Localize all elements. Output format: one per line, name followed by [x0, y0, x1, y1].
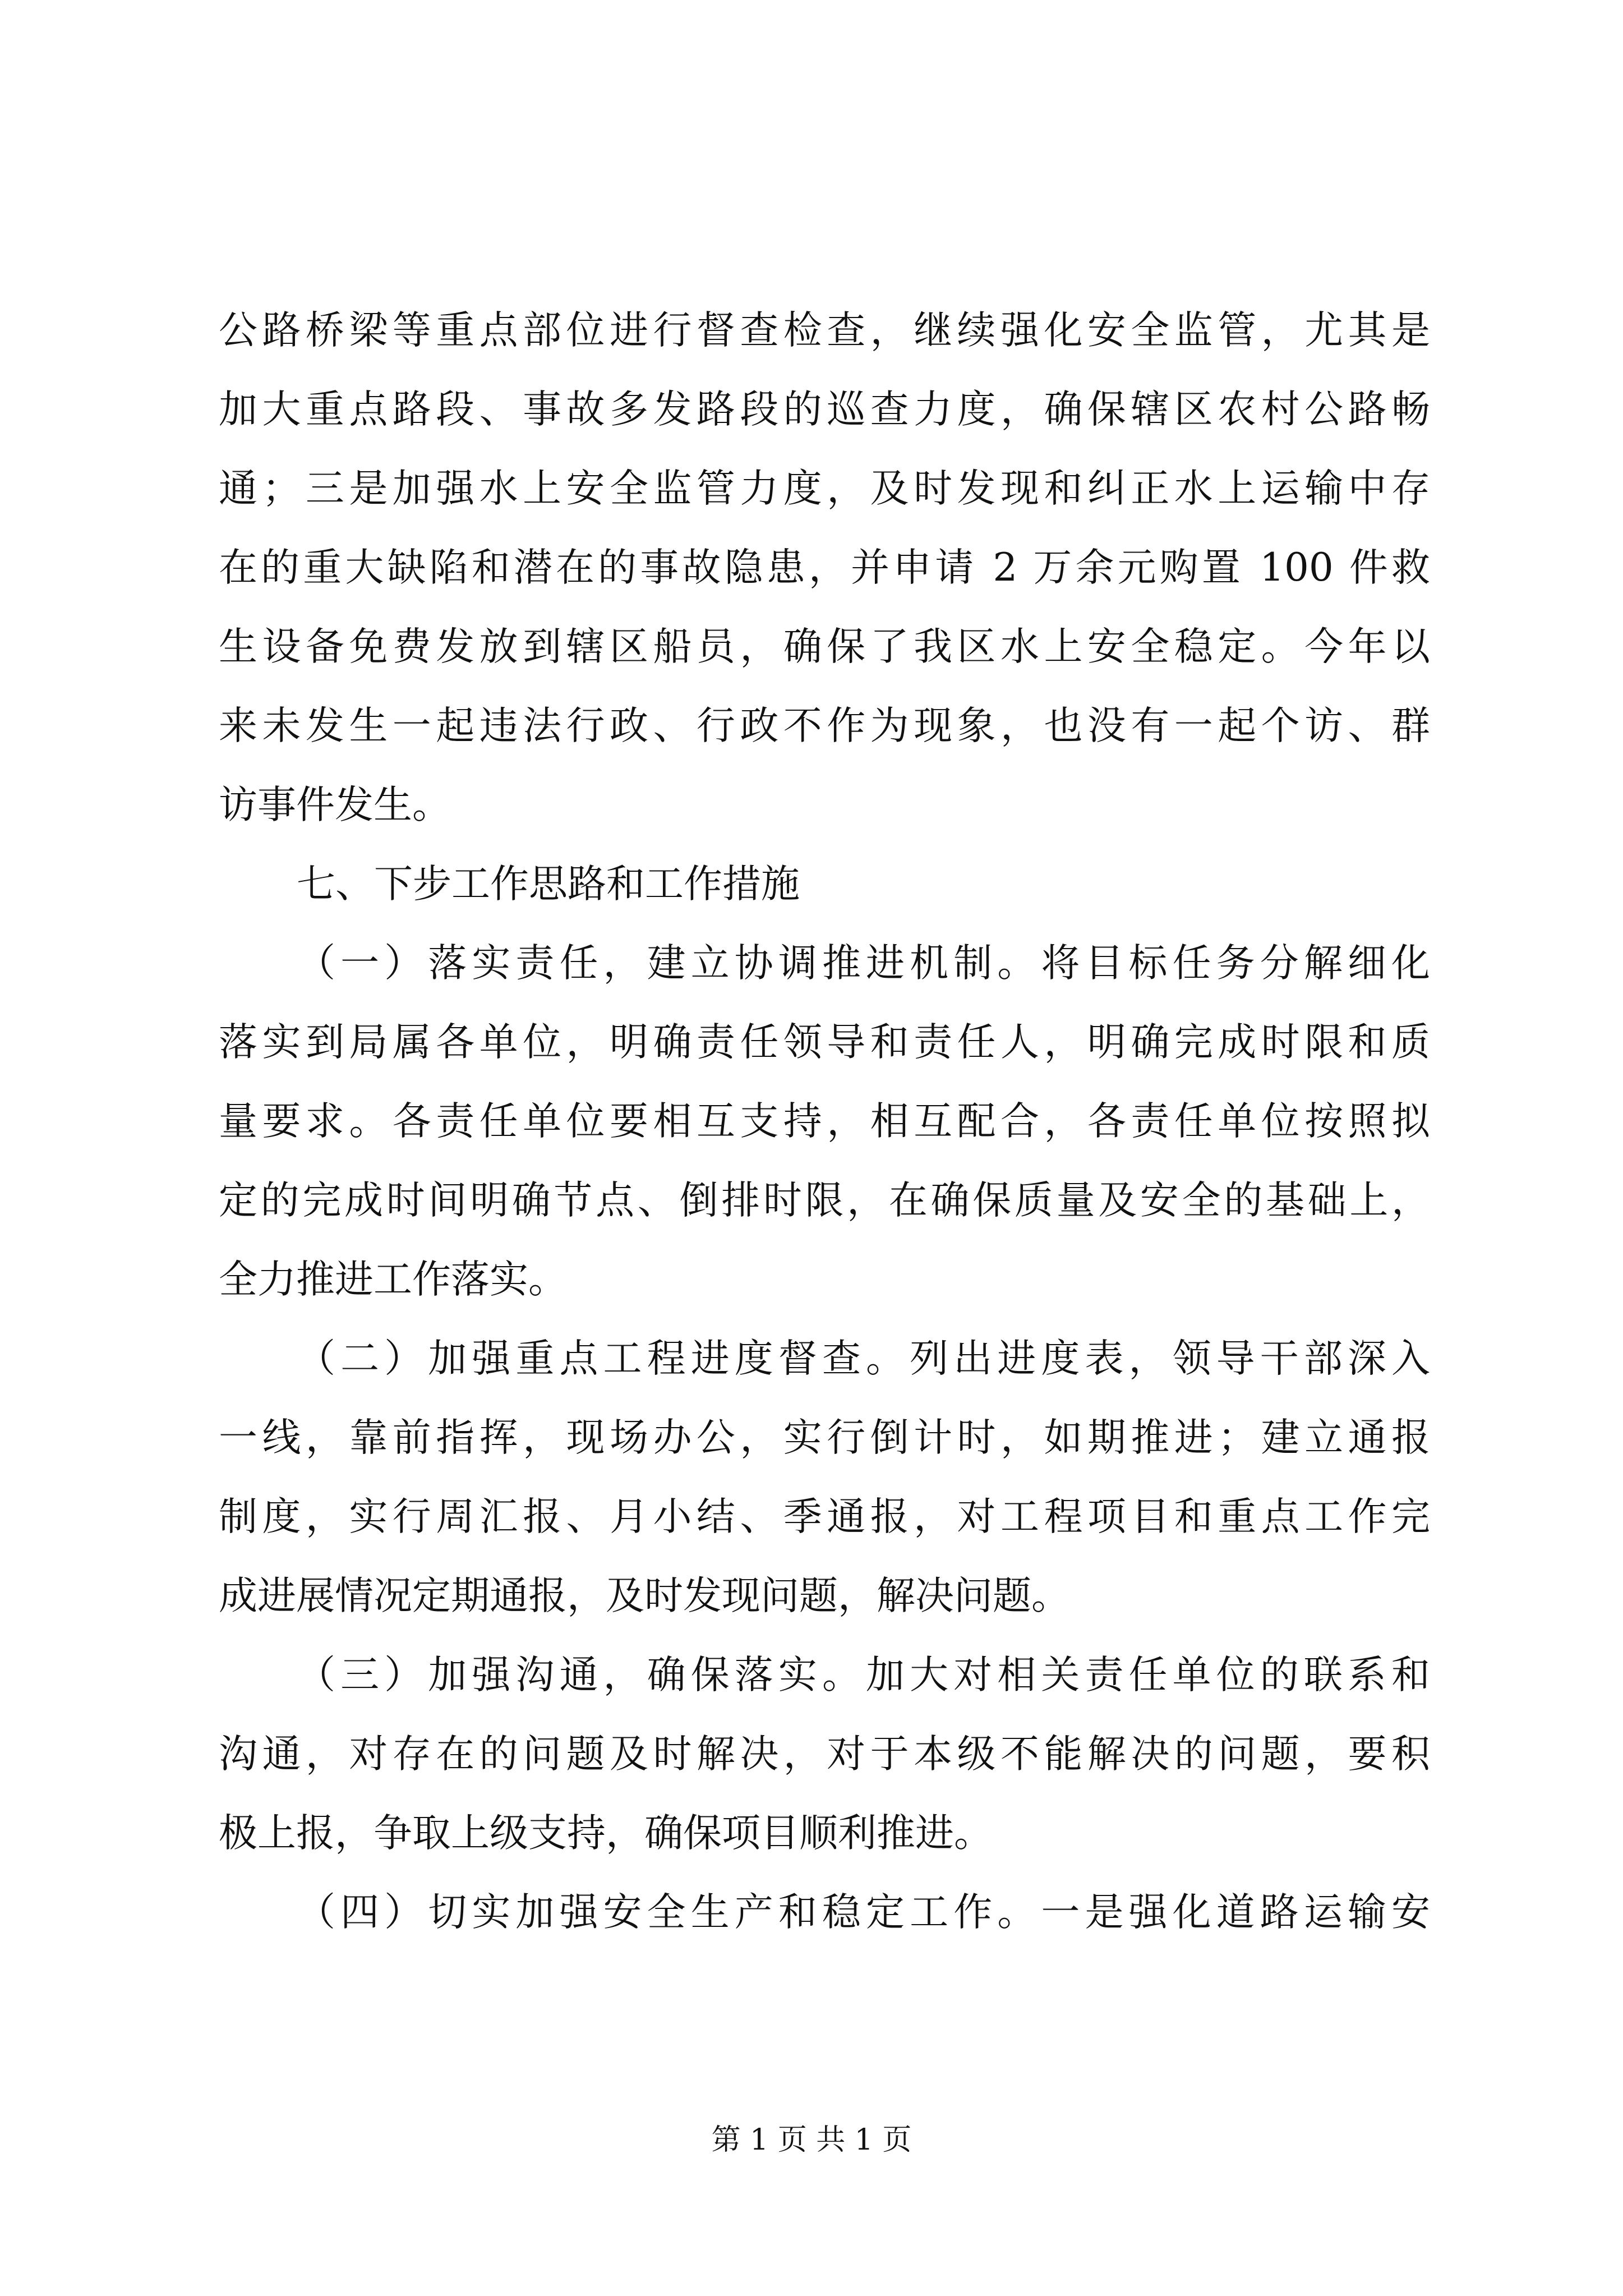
text-line: （四）切实加强安全生产和稳定工作。一是强化道路运输安 [297, 1890, 1430, 1935]
text-line: 落实到局属各单位，明确责任领导和责任人，明确完成时限和质 [219, 1020, 1430, 1065]
document-body [219, 291, 1430, 1952]
text-line: 加大重点路段、事故多发路段的巡查力度，确保辖区农村公路畅 [219, 387, 1430, 432]
text-line: 在的重大缺陷和潜在的事故隐患，并申请 2 万余元购置 100 件救 [219, 545, 1430, 590]
text-line: （一）落实责任，建立协调推进机制。将目标任务分解细化 [297, 941, 1430, 986]
text-line: 生设备免费发放到辖区船员，确保了我区水上安全稳定。今年以 [219, 624, 1430, 669]
text-line: 一线，靠前指挥，现场办公，实行倒计时，如期推进；建立通报 [219, 1415, 1430, 1460]
page-footer: 第 1 页 共 1 页 [711, 2123, 912, 2157]
text-line: 通；三是加强水上安全监管力度，及时发现和纠正水上运输中存 [219, 466, 1430, 511]
text-line: 制度，实行周汇报、月小结、季通报，对工程项目和重点工作完 [219, 1494, 1430, 1539]
text-line: 七、下步工作思路和工作措施 [297, 862, 800, 907]
text-line: 全力推进工作落实。 [219, 1257, 567, 1302]
text-line: 公路桥梁等重点部位进行督查检查，继续强化安全监管，尤其是 [219, 308, 1430, 353]
text-line: 定的完成时间明确节点、倒排时限，在确保质量及安全的基础上， [219, 1178, 1430, 1223]
text-line: 极上报，争取上级支持，确保项目顺利推进。 [219, 1811, 993, 1856]
text-line: 成进展情况定期通报，及时发现问题，解决问题。 [219, 1573, 1070, 1618]
text-line: （二）加强重点工程进度督查。列出进度表，领导干部深入 [297, 1336, 1430, 1381]
text-line: （三）加强沟通，确保落实。加大对相关责任单位的联系和 [297, 1653, 1430, 1697]
text-line: 来未发生一起违法行政、行政不作为现象，也没有一起个访、群 [219, 703, 1430, 748]
text-line: 访事件发生。 [219, 783, 451, 827]
text-line: 量要求。各责任单位要相互支持，相互配合，各责任单位按照拟 [219, 1099, 1430, 1144]
text-line: 沟通，对存在的问题及时解决，对于本级不能解决的问题，要积 [219, 1732, 1430, 1777]
